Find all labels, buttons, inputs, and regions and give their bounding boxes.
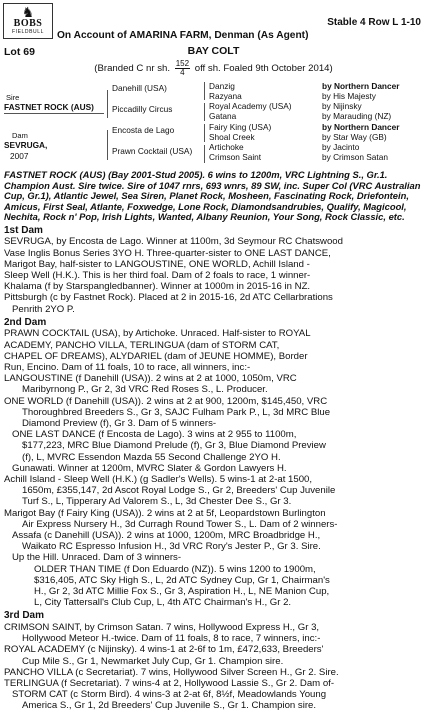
first-dam-heading: 1st Dam <box>4 224 43 236</box>
dam-year: 2007 <box>10 151 29 161</box>
horse-icon: ♞ <box>21 4 35 20</box>
sire-name: FASTNET ROCK (AUS) <box>4 102 94 112</box>
horse-sex-colour: BAY COLT <box>187 45 240 57</box>
stable-location: Stable 4 Row L 1-10 <box>327 17 421 28</box>
consignor: On Account of AMARINA FARM, Denman (As Agent) <box>57 30 309 41</box>
dam-dam: Prawn Cocktail (USA) <box>112 146 193 156</box>
dam-name: SEVRUGA, <box>4 140 48 150</box>
sire-dam: Piccadilly Circus <box>112 104 173 114</box>
first-dam-section: SEVRUGA, by Encosta de Lago. Winner at 1100m, 3d Seymour RC Chatswood Vase Inglis Bonus Series 3YO H. Three-quarter-sister to ONE LAST DANCE, Marigot Bay, half-sister to LANGOUSTINE, ONE WORLD, Achill Island - Sleep Well (H.K.). This is her third foal. Dam of 2 foals to race, 1 winner- Khalama (f by Starspangledbanner). Winner at 1000m in 2015-16 in NZ. Pittsburgh (c by Fastnet Rock). Placed at 2 in 2015-16, 2d ATC Cellarbrations Penrith 2YO P. <box>4 236 343 315</box>
dam-sire: Encosta de Lago <box>112 125 175 135</box>
lot-number: Lot 69 <box>4 46 35 58</box>
catalogue-header <box>0 0 427 44</box>
bobs-logo: ♞ BOBS FIELDBULL <box>3 3 53 39</box>
dam-label: Dam <box>12 131 28 140</box>
pedigree-table: Sire FASTNET ROCK (AUS) Dam SEVRUGA, 2007 Danehill (USA) Piccadilly Circus Encosta de Lago Prawn Cocktail (USA) Danzig Razyana Royal Academy (USA) Gatana Fairy King (USA) Shoal Creek Artichoke Crimson Saint by Northern Dancer by His Majesty by Nijinsky by Marauding (NZ) by Northern Dancer by Star Way (GB) by Jacinto by Crimson Satan <box>4 81 400 162</box>
catalogue-body <box>4 170 424 712</box>
brand-fraction: $\frac{152}{4}$ <box>175 59 190 77</box>
second-dam-heading: 2nd Dam <box>4 316 47 328</box>
second-dam-section: PRAWN COCKTAIL (USA), by Artichoke. Unraced. Half-sister to ROYAL ACADEMY, PANCHO VILLA, TERLINGUA (dam of STORM CAT, CHAPEL OF DREAMS), ALYDARIEL (dam of JEUNE HOMME), Border Run, Encino. Dam of 11 foals, 10 to race, all winners, inc:- LANGOUSTINE (f Danehill (USA)). 2 wins at 2 at 1000, 1050m, VRC Maribyrnong P., Gr 2, 3d VRC Red Roses S., L. Producer. ONE WORLD (f Danehill (USA)). 2 wins at 2 at 900, 1200m, $145,450, VRC Thoroughbred Breeders S., Gr 3, SAJC Fulham Park P., L, 3d MRC Blue Diamond Preview (f), Gr 3. Dam of 5 winners- ONE LAST DANCE (f Encosta de Lago). 3 wins at 2 955 to 1100m, $177,223, MRC Blue Diamond Prelude (f), Gr 3, Blue Diamond Preview (f), L, MVRC Essendon Mazda 55 Second Challenge 2YO H. Gunawati. Winner at 1200m, MVRC Slater & Gordon Lawyers H. Achill Island - Sleep Well (H.K.) (g Sadler's Wells). 5 wins-1 at 2-at 1500, 1650m, £355,147, 2d Ascot Royal Lodge S., Gr 2, Breeders' Cup Juvenile Turf S., L, Tipperary Ad Valorem S., L, 3d Chester Dee S., Gr 3. Marigot Bay (f Fairy King (USA)). 2 wins at 2 at 5f, Leopardstown Burlington Air Express Nursery H., 3d Curragh Round Tower S., L. Dam of 2 winners- Assafa (c Danehill (USA)). 2 wins at 1000, 1200m, MRC Broadbridge H., Waikato RC Espresso Infusion H., 3d VRC Rory's Jester P., Gr 3. Sire. Up the Hill. Unraced. Dam of 3 winners- OLDER THAN TIME (f Don Eduardo (NZ)). 5 wins 1200 to 1900m, $316,405, ATC Sky High S., L, 2d ATC Sydney Cup, Gr 1, Chairman's H., Gr 2, 3d ATC Millie Fox S., Gr 3, Aspiration H., L, NE Manion Cup, L, City Tattersall's Club Cup, L, 4th ATC Chairman's H., Gr 2. <box>4 328 338 609</box>
sire-sire: Danehill (USA) <box>112 83 167 93</box>
third-dam-heading: 3rd Dam <box>4 610 45 622</box>
sire-label: Sire <box>6 93 20 102</box>
brand-line: (Branded C nr sh. $\frac{152}{4}$ off sh. Foaled 9th October 2014) <box>94 59 333 77</box>
third-dam-section: CRIMSON SAINT, by Crimson Satan. 7 wins, Hollywood Express H., Gr 3, Hollywood Meteor H.-twice. Dam of 11 foals, 8 to race, 7 winners, inc:- ROYAL ACADEMY (c Nijinsky). 4 wins-1 at 2-6f to 1m, £472,633, Breeders' Cup Mile S., Gr 1, Newmarket July Cup, Gr 1. Champion sire. PANCHO VILLA (c Secretariat). 7 wins, Hollywood Silver Screen H., Gr 2. Sire. TERLINGUA (f Secretariat). 7 wins-4 at 2, Hollywood Lassie S., Gr 2. Dam of- STORM CAT (c Storm Bird). 4 wins-3 at 2-at 6f, 8½f, Meadowlands Young America S., Gr 1, 2d Breeders' Cup Juvenile S., Gr 1. Champion sire. <box>4 621 339 712</box>
sire-summary: FASTNET ROCK (AUS) (Bay 2001-Stud 2005). 6 wins to 1200m, VRC Lightning S., Gr.1. Champion Aust. Sire twice. Sire of 1047 rnrs, 693 wnrs, 89 SW, inc. Super Col (VRC Australian Cup, Gr.1), Atlantic Jewel, Sea Siren, Planet Rock, Mosheen, Fascinating Rock, Driefontein, Amicus, First Seal, Atlante, Foxwedge, Lone Rock, Diamondsandrubies, Qualify, Magicool, Nechita, Rock n' Pop, Irish Lights, Wanted, Albany Reunion, Your Song, Rock Classic, etc. <box>4 169 421 223</box>
